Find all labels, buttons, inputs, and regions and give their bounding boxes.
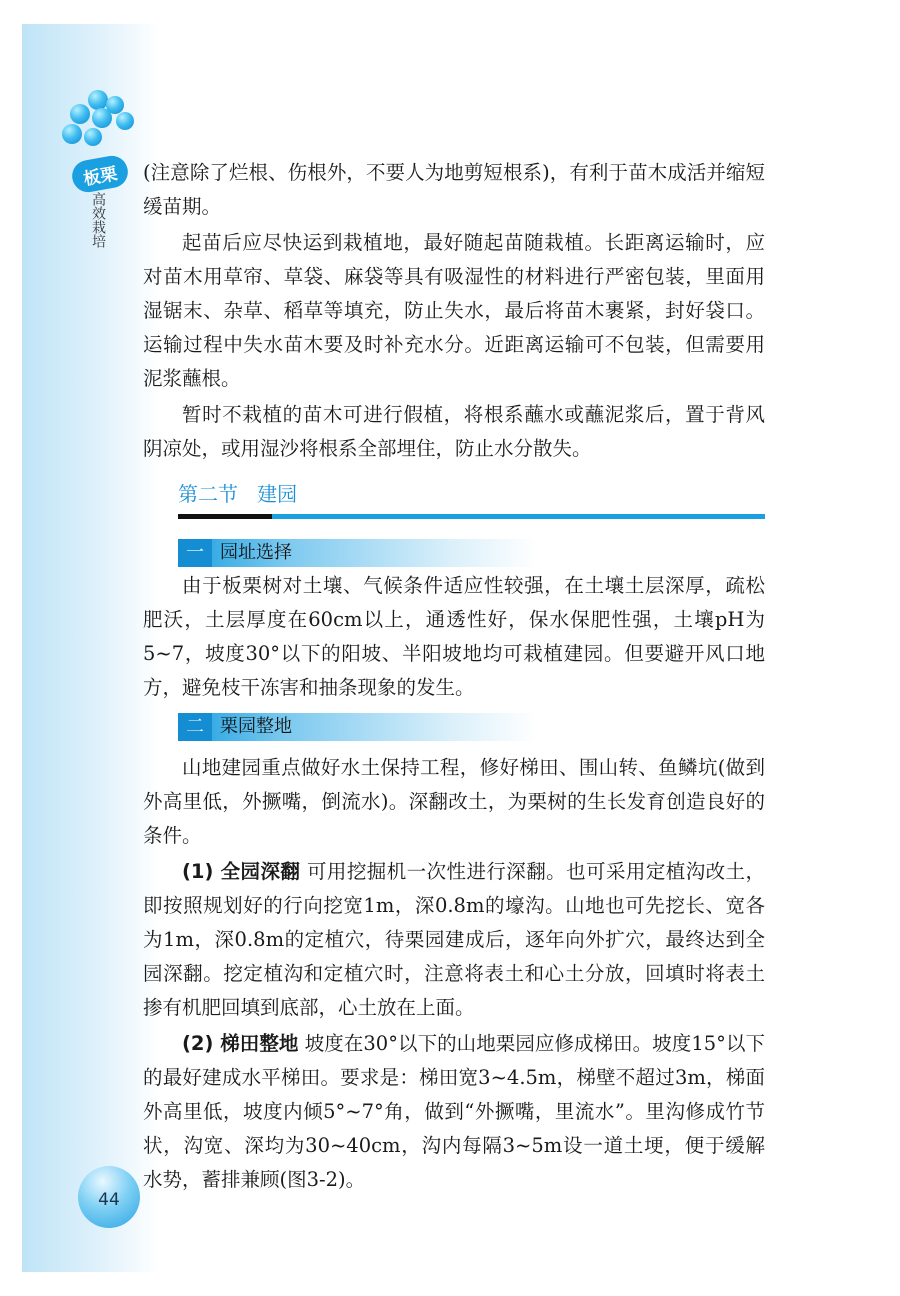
series-subtitle: 高效栽培 [90, 192, 106, 248]
subsection-title: 园址选择 [220, 542, 292, 563]
section-underline [178, 514, 272, 519]
item-lead: (2) 梯田整地 [182, 1032, 299, 1055]
page-number: 44 [78, 1166, 140, 1228]
top-text [143, 156, 765, 466]
paragraph: 山地建园重点做好水土保持工程，修好梯田、围山转、鱼鳞坑(做到外高里低，外撅嘴，倒流水)。深翻改土，为栗树的生长发育创造良好的条件。 [143, 756, 765, 847]
section-title: 第二节 建园 [178, 482, 298, 506]
subsection-number: 二 [178, 713, 212, 741]
paragraph [143, 1027, 765, 1197]
subsection-number: 一 [178, 539, 212, 567]
paragraph: 由于板栗树对土壤、气候条件适应性较强，在土壤土层深厚，疏松肥沃，土层厚度在60cm以上，通透性好，保水保肥性强，土壤pH为5~7，坡度30°以下的阳坡、半阳坡地均可栽植建园。但要避开风口地方，避免枝干冻害和抽条现象的发生。 [143, 574, 765, 699]
paragraph: 起苗后应尽快运到栽植地，最好随起苗随栽植。长距离运输时，应对苗木用草帘、草袋、麻袋等具有吸湿性的材料进行严密包装，里面用湿锯末、杂草、稻草等填充，防止失水，最后将苗木裹紧，封好袋口。运输过程中失水苗木要及时补充水分。近距离运输可不包装，但需要用泥浆蘸根。 [143, 231, 765, 390]
subsection-heading [178, 539, 538, 567]
chestnut-dots-icon [62, 90, 140, 150]
paragraph: (注意除了烂根、伤根外，不要人为地剪短根系)，有利于苗木成活并缩短缓苗期。 [143, 161, 765, 218]
item-lead: (1) 全园深翻 [182, 860, 301, 883]
item-text: 可用挖掘机一次性进行深翻。也可采用定植沟改土，即按照规划好的行向挖宽1m，深0.8m的壕沟。山地也可先挖长、宽各为1m，深0.8m的定植穴，待栗园建成后，逐年向外扩穴，最终达到全园深翻。挖定植沟和定植穴时，注意将表土和心土分放，回填时将表土掺有机肥回填到底部，心土放在上面。 [143, 860, 765, 1019]
subsection-heading [178, 713, 538, 741]
paragraph [143, 855, 765, 1025]
land-prep-text [143, 751, 765, 1197]
site-selection-text [143, 569, 765, 705]
item-text: 坡度在30°以下的山地栗园应修成梯田。坡度15°以下的最好建成水平梯田。要求是：梯田宽3~4.5m，梯壁不超过3m，梯面外高里低，坡度内倾5°~7°角，做到“外撅嘴，里流水”。里沟修成竹节状，沟宽、深均为30~40cm，沟内每隔3~5m设一道土埂，便于缓解水势，蓄排兼顾(图3-2)。 [143, 1032, 766, 1191]
paragraph: 暂时不栽植的苗木可进行假植，将根系蘸水或蘸泥浆后，置于背风阴凉处，或用湿沙将根系全部埋住，防止水分散失。 [143, 403, 765, 460]
series-logo: 板栗 [70, 153, 131, 194]
section-heading [178, 478, 765, 519]
subsection-title: 栗园整地 [220, 716, 292, 737]
